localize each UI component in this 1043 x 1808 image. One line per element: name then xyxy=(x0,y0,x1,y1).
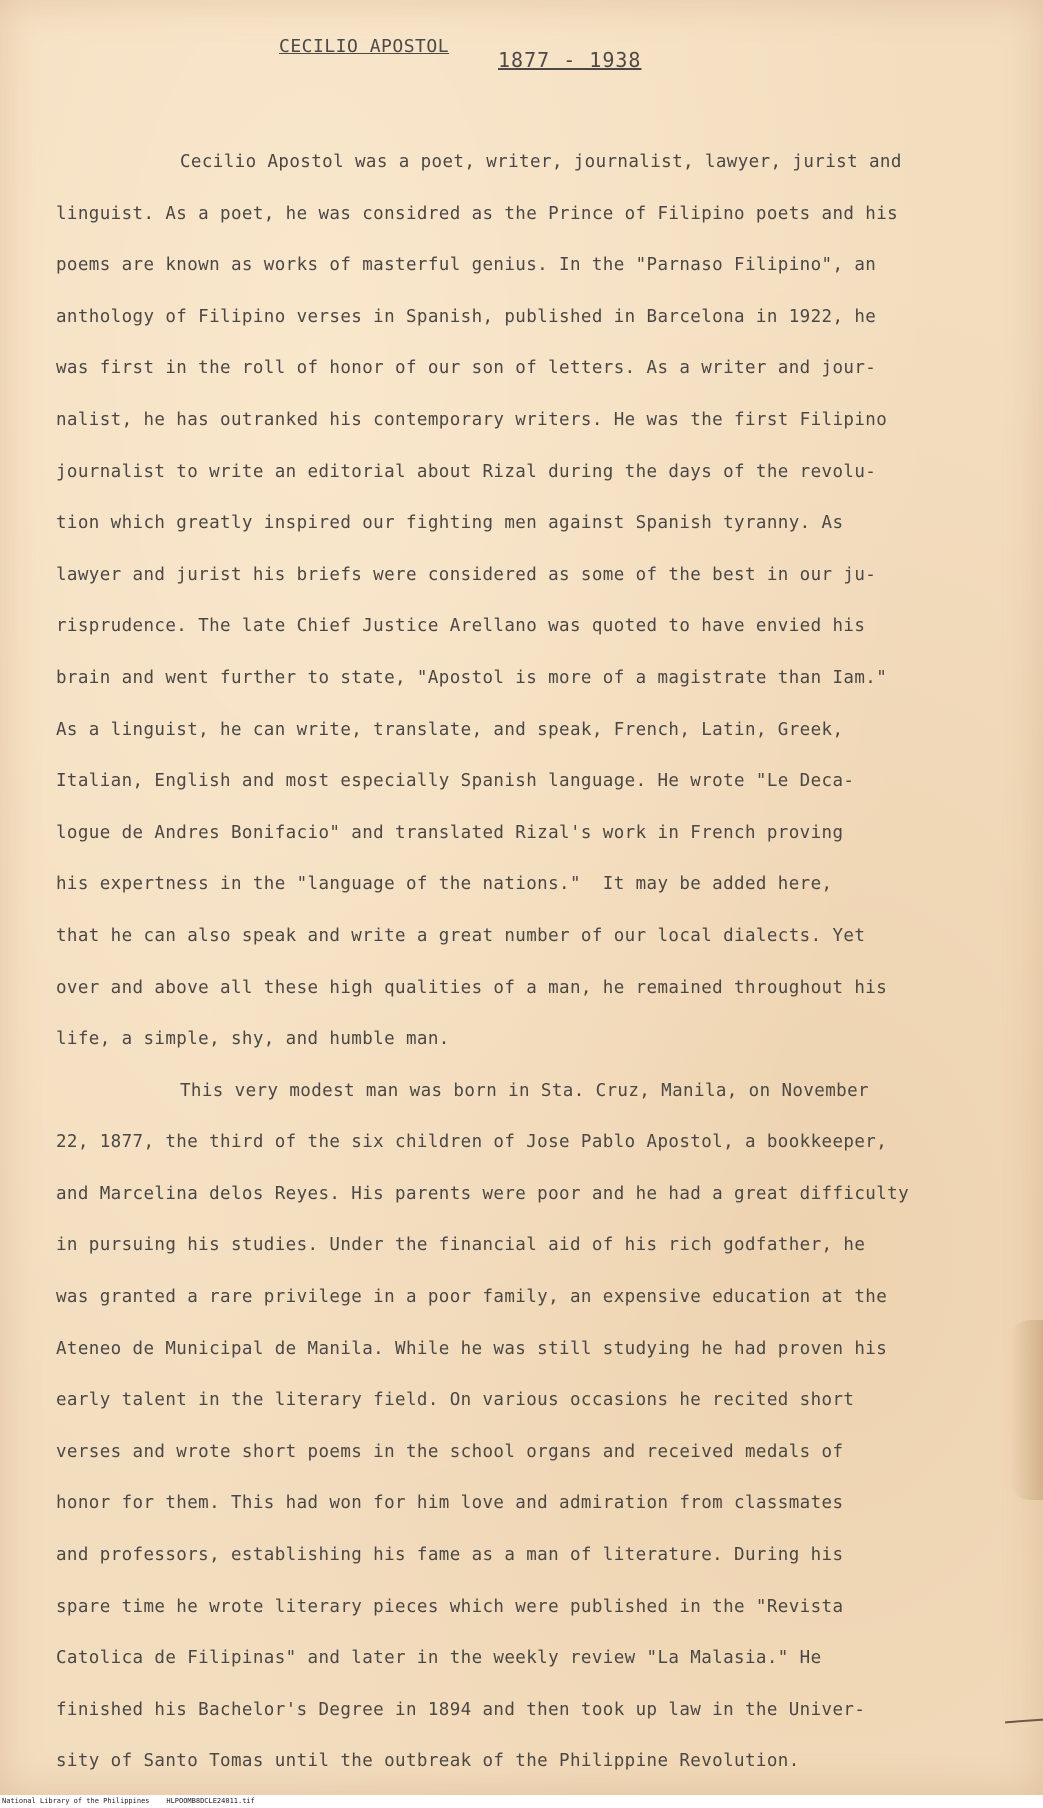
text-line: logue de Andres Bonifacio" and translated Rizal's work in French proving xyxy=(56,822,844,843)
text-line: Catolica de Filipinas" and later in the weekly review "La Malasia." He xyxy=(56,1648,822,1669)
text-line: life, a simple, shy, and humble man. xyxy=(56,1029,450,1050)
text-line: verses and wrote short poems in the school organs and received medals of xyxy=(56,1441,844,1462)
text-line: risprudence. The late Chief Justice Arellano was quoted to have envied his xyxy=(56,616,866,637)
text-line: As a linguist, he can write, translate, and speak, French, Latin, Greek, xyxy=(56,719,844,740)
text-line: brain and went further to state, "Apostol is more of a magistrate than Iam." xyxy=(56,667,888,688)
text-line: journalist to write an editorial about Rizal during the days of the revolu- xyxy=(56,461,877,482)
text-line: that he can also speak and write a great number of our local dialects. Yet xyxy=(56,925,866,946)
text-line: tion which greatly inspired our fighting men against Spanish tyranny. As xyxy=(56,513,844,534)
text-line: Italian, English and most especially Spanish language. He wrote "Le Deca- xyxy=(56,771,855,792)
text-line: Ateneo de Municipal de Manila. While he was still studying he had proven his xyxy=(56,1338,888,1359)
text-line: nalist, he has outranked his contemporary writers. He was the first Filipino xyxy=(56,409,888,430)
text-line: finished his Bachelor's Degree in 1894 and then took up law in the Univer- xyxy=(56,1699,866,1720)
text-line: Cecilio Apostol was a poet, writer, journalist, lawyer, jurist and xyxy=(180,152,902,172)
text-line: his expertness in the "language of the nations." It may be added here, xyxy=(56,874,833,895)
text-line: poems are known as works of masterful genius. In the "Parnaso Filipino", an xyxy=(56,255,877,276)
text-line: was first in the roll of honor of our son of letters. As a writer and jour- xyxy=(56,358,877,379)
text-line: and Marcelina delos Reyes. His parents were poor and he had a great difficulty xyxy=(56,1183,909,1204)
document-body xyxy=(56,137,1016,1788)
title-years: 1877 - 1938 xyxy=(498,48,642,72)
text-line: linguist. As a poet, he was considred as the Prince of Filipino poets and his xyxy=(56,203,899,224)
text-line: in pursuing his studies. Under the financial aid of his rich godfather, he xyxy=(56,1235,866,1256)
text-line: over and above all these high qualities of a man, he remained throughout his xyxy=(56,977,888,998)
text-line: spare time he wrote literary pieces which were published in the "Revista xyxy=(56,1596,844,1617)
text-line: early talent in the literary field. On various occasions he recited short xyxy=(56,1390,855,1411)
text-line: 22, 1877, the third of the six children of Jose Pablo Apostol, a bookkeeper, xyxy=(56,1132,888,1153)
text-line: honor for them. This had won for him love and admiration from classmates xyxy=(56,1493,844,1514)
text-line: This very modest man was born in Sta. Cruz, Manila, on November xyxy=(180,1080,869,1101)
title-name: CECILIO APOSTOL xyxy=(279,36,450,57)
text-line: and professors, establishing his fame as a man of literature. During his xyxy=(56,1545,844,1566)
paragraph xyxy=(56,137,1016,1066)
paragraph xyxy=(56,1066,1016,1788)
archive-footer: National Library of the Philippines HLPOOMB8DCLE24011.tif xyxy=(2,1797,255,1805)
text-line: sity of Santo Tomas until the outbreak of the Philippine Revolution. xyxy=(56,1751,800,1772)
text-line: was granted a rare privilege in a poor family, an expensive education at the xyxy=(56,1287,888,1308)
text-line: lawyer and jurist his briefs were considered as some of the best in our ju- xyxy=(56,564,877,585)
text-line: anthology of Filipino verses in Spanish, published in Barcelona in 1922, he xyxy=(56,306,877,327)
